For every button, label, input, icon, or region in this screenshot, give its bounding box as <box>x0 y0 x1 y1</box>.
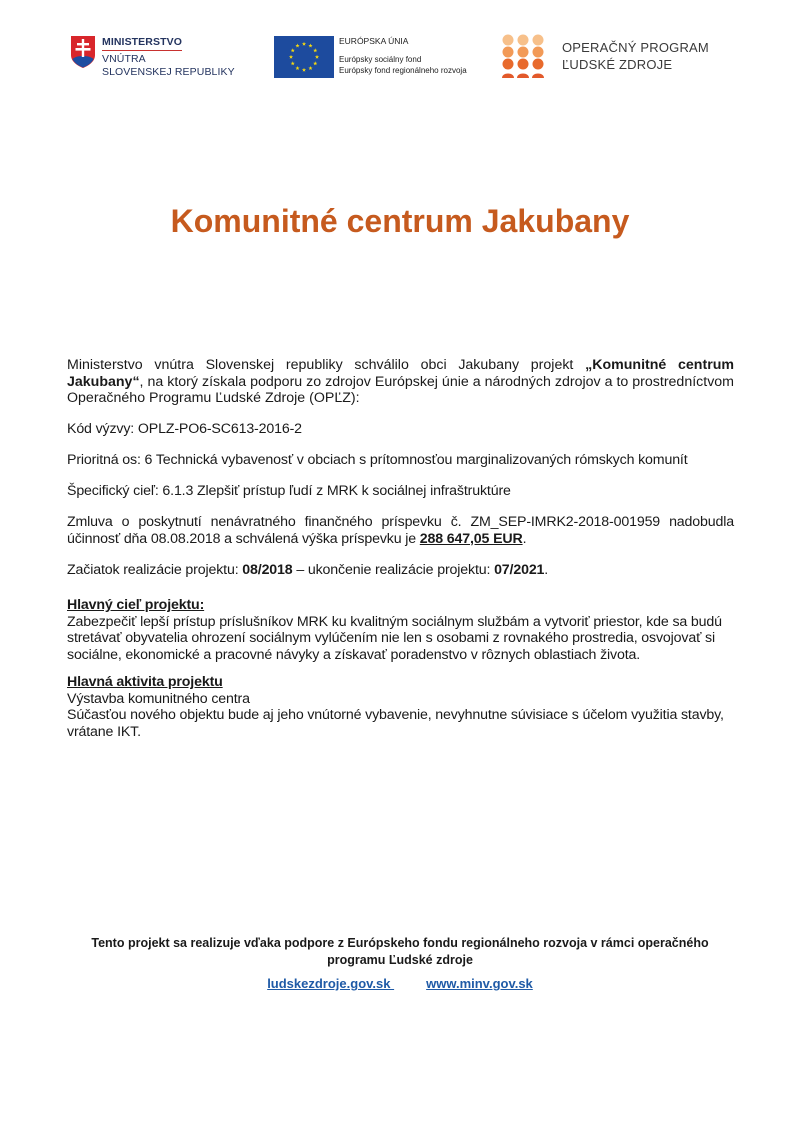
main-activity-line2: Súčasťou nového objektu bude aj jeho vnútorné vybavenie, nevyhnutne súvisiace s účelom využitia stavby, vrátane IKT. <box>67 707 724 740</box>
priority-axis: Prioritná os: 6 Technická vybavenosť v obciach s prítomnosťou marginalizovaných rómskych komunít <box>67 452 688 468</box>
slovak-coat-of-arms-icon <box>70 35 96 69</box>
timeline-start: 08/2018 <box>242 561 293 578</box>
contract-text: Zmluva o poskytnutí nenávratného finančného príspevku č. ZM_SEP-IMRK2-2018-001959 nadobudla účinnosť dňa 08.08.2018 a schválená výška príspevku je <box>67 514 734 547</box>
timeline-start-label: Začiatok realizácie projektu: <box>67 561 243 578</box>
timeline-end: 07/2021 <box>494 561 545 578</box>
intro-text-2: , na ktorý získala podporu zo zdrojov Európskej únie a národných zdrojov a to prostredníctvom Operačného Programu Ľudské Zdroje (OPĽZ): <box>67 373 734 406</box>
ministry-logo <box>70 33 240 81</box>
grant-amount: 288 647,05 EUR <box>419 530 523 547</box>
footer-line2: programu Ľudské zdroje <box>327 952 473 967</box>
specific-goal: Špecifický cieľ: 6.1.3 Zlepšiť prístup ľudí z MRK k sociálnej infraštruktúre <box>67 483 511 499</box>
footer-line1: Tento projekt sa realizuje vďaka podpore z Európskeho fondu regionálneho rozvoja v rámci operačného <box>91 936 709 950</box>
main-goal-heading: Hlavný cieľ projektu: <box>67 597 205 613</box>
ministry-logo-line3: SLOVENSKEJ REPUBLIKY <box>102 66 235 78</box>
main-activity-line1: Výstavba komunitného centra <box>67 690 250 707</box>
eu-flag-icon <box>274 36 334 78</box>
contract-paragraph <box>67 514 734 547</box>
intro-project-name: „Komunitné centrum Jakubany“ <box>67 357 734 390</box>
eu-logo-fund2: Európsky fond regionálneho rozvoja <box>339 66 467 75</box>
footer-links <box>0 976 800 991</box>
intro-text-1: Ministerstvo vnútra Slovenskej republiky schválilo obci Jakubany projekt <box>67 357 586 373</box>
link-ludskezdroje[interactable]: ludskezdroje.gov.sk <box>267 976 395 991</box>
ministry-logo-line1: MINISTERSTVO <box>102 36 182 51</box>
link-minv[interactable]: www.minv.gov.sk <box>426 976 533 991</box>
eu-logo-title: EURÓPSKA ÚNIA <box>339 36 409 46</box>
op-dots-icon <box>500 33 548 79</box>
timeline-middle: – ukončenie realizácie projektu: <box>292 561 495 578</box>
eu-logo-fund1: Európsky sociálny fond <box>339 55 422 64</box>
main-goal-text: Zabezpečiť lepší prístup príslušníkov MRK ku kvalitným sociálnym službám a vytvoriť priestor, kde sa budú stretávať obyvatelia ohrození sociálnym vylúčením nie len s osobami z rovnakého prostredia, osvojovať si sociálne, ekonomické a pracovné návyky a získavať poradenstvo v rôznych oblastiach života. <box>67 613 722 663</box>
document-body <box>67 357 734 740</box>
footer-note <box>0 935 800 968</box>
page-title: Komunitné centrum Jakubany <box>170 203 630 239</box>
timeline <box>67 562 734 579</box>
call-code: Kód výzvy: OPLZ-PO6-SC613-2016-2 <box>67 421 302 437</box>
op-logo-line2: ĽUDSKÉ ZDROJE <box>562 57 673 72</box>
main-activity-heading: Hlavná aktivita projektu <box>67 674 223 690</box>
op-logo-line1: OPERAČNÝ PROGRAM <box>562 40 709 55</box>
contract-end: . <box>522 530 527 547</box>
ministry-logo-line2: VNÚTRA <box>102 53 146 65</box>
op-ludske-zdroje-logo <box>500 33 720 81</box>
timeline-dot: . <box>544 561 549 578</box>
intro-paragraph <box>67 357 734 407</box>
eu-logo <box>274 36 484 80</box>
